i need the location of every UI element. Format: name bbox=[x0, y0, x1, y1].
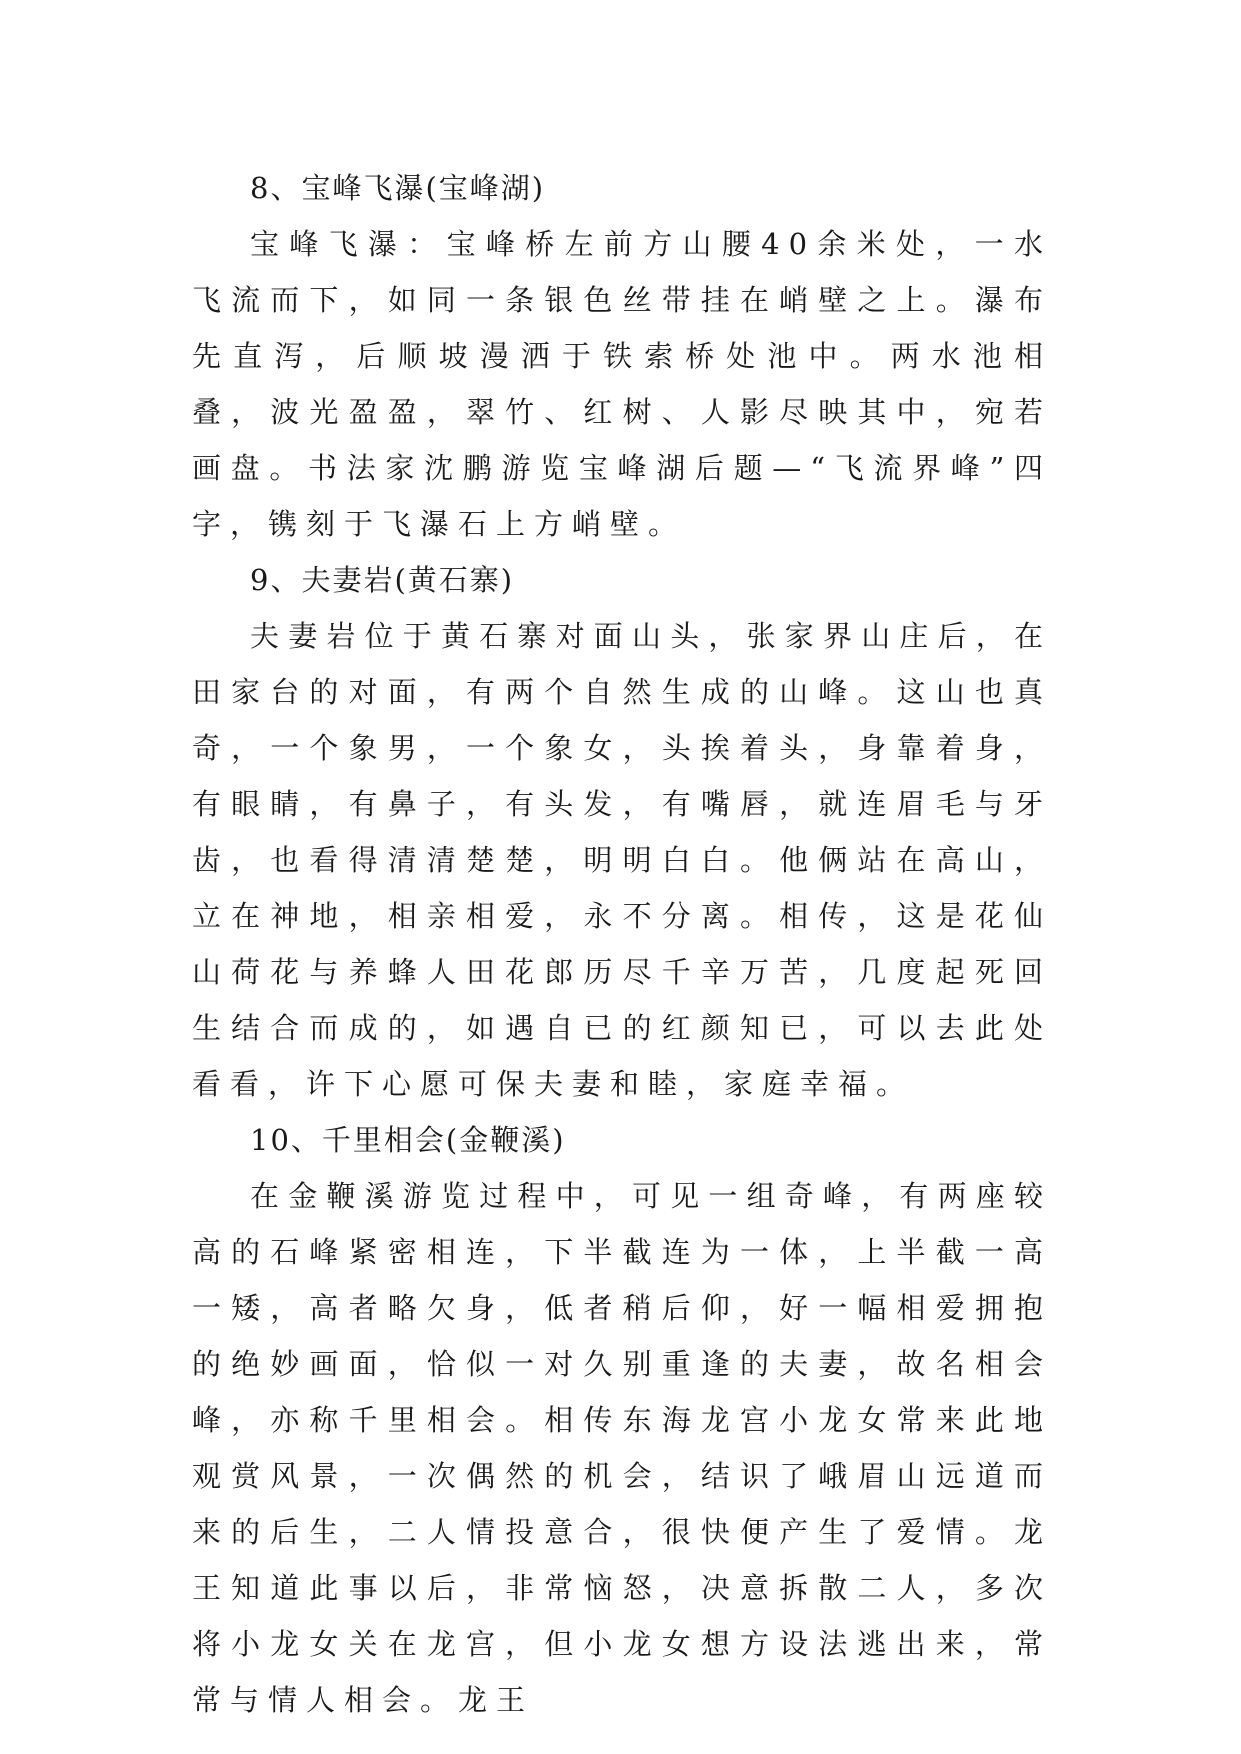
section-heading-9: 9、夫妻岩(黄石寨) bbox=[250, 563, 515, 597]
section-heading-10: 10、千里相会(金鞭溪) bbox=[250, 1123, 566, 1157]
section-paragraph-8: 宝峰飞瀑：宝峰桥左前方山腰40余米处，一水飞流而下，如同一条银色丝带挂在峭壁之上。瀑布先直泻，后顺坡漫洒于铁索桥处池中。两水池相叠，波光盈盈，翠竹、红树、人影尽映其中，宛若画盘。书法家沈鹏游览宝峰湖后题—“飞流界峰”四字，镌刻于飞瀑石上方峭壁。 bbox=[192, 227, 1052, 541]
section-paragraph-10: 在金鞭溪游览过程中，可见一组奇峰，有两座较高的石峰紧密相连，下半截连为一体，上半截一高一矮，高者略欠身，低者稍后仰，好一幅相爱拥抱的绝妙画面，恰似一对久别重逢的夫妻，故名相会峰，亦称千里相会。相传东海龙宫小龙女常来此地观赏风景，一次偶然的机会，结识了峨眉山远道而来的后生，二人情投意合，很快便产生了爱情。龙王知道此事以后，非常恼怒，决意拆散二人，多次将小龙女关在龙宫，但小龙女想方设法逃出来，常常与情人相会。龙王 bbox=[192, 1179, 1052, 1717]
section-heading-8: 8、宝峰飞瀑(宝峰湖) bbox=[250, 171, 546, 205]
section-paragraph-9: 夫妻岩位于黄石寨对面山头，张家界山庄后，在田家台的对面，有两个自然生成的山峰。这山也真奇，一个象男，一个象女，头挨着头，身靠着身，有眼睛，有鼻子，有头发，有嘴唇，就连眉毛与牙齿，也看得清清楚楚，明明白白。他俩站在高山，立在神地，相亲相爱，永不分离。相传，这是花仙山荷花与养蜂人田花郎历尽千辛万苦，几度起死回生结合而成的，如遇自已的红颜知已，可以去此处看看，许下心愿可保夫妻和睦，家庭幸福。 bbox=[192, 619, 1052, 1101]
document-body bbox=[192, 160, 1052, 1728]
